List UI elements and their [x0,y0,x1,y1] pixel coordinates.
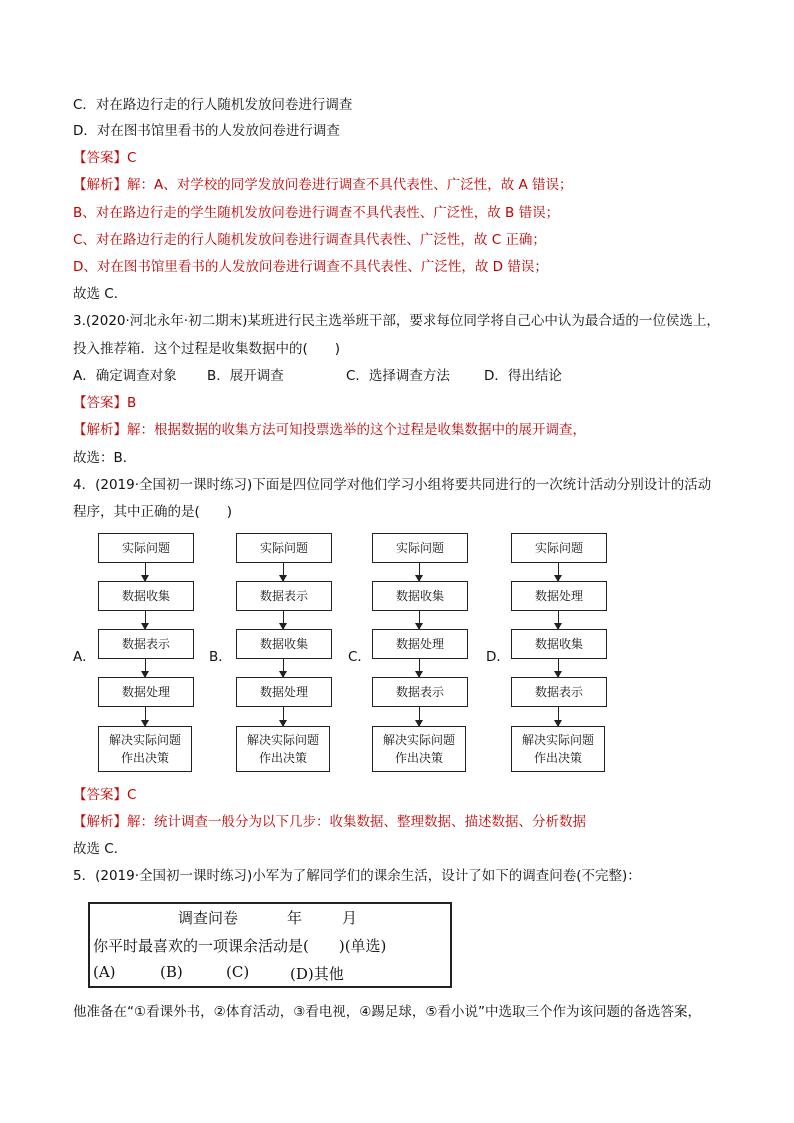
flow-step: 数据表示 [98,629,194,659]
down-arrow-icon [419,563,420,581]
flow-step: 数据表示 [511,677,607,707]
down-arrow-icon [283,659,284,677]
q3-options [73,367,562,385]
survey-choice: (B) [160,963,183,981]
flow-final-step [372,726,466,772]
flow-b-label: B． [209,649,232,665]
survey-month: 月 [342,909,358,927]
flow-step: 数据表示 [372,677,468,707]
q4-analysis: 【解析】解：统计调查一般分为以下几步：收集数据、整理数据、描述数据、分析数据 [73,814,586,830]
survey-choice: (C) [226,963,250,981]
q4-answer: 【答案】C [73,787,137,803]
flow-a-label: A． [73,649,96,665]
down-arrow-icon [419,611,420,629]
flow-step: 数据处理 [511,581,607,611]
down-arrow-icon [558,707,559,726]
survey-year: 年 [287,909,303,927]
q2-answer: 【答案】C [73,150,137,166]
down-arrow-icon [145,611,146,629]
flow-final-step [98,726,192,772]
q3-stem-line-2: 投入推荐箱．这个过程是收集数据中的( ) [73,341,341,357]
flow-step: 数据处理 [236,677,332,707]
q2-analysis-line: B、对在路边行走的学生随机发放问卷进行调查不具代表性、广泛性，故 B 错误； [73,205,560,221]
down-arrow-icon [283,611,284,629]
q3-analysis: 【解析】解：根据数据的收集方法可知投票选举的这个过程是收集数据中的展开调查， [73,422,586,438]
down-arrow-icon [419,707,420,726]
flow-final-step [511,726,605,772]
flow-step: 实际问题 [372,533,468,563]
down-arrow-icon [558,659,559,677]
down-arrow-icon [558,563,559,581]
survey-choice: (D)其他 [290,965,344,983]
flow-d-label: D． [486,649,510,665]
survey-box [88,902,452,988]
flow-final-line: 解决实际问题 [382,733,455,747]
q3-stem-line-1: 3.(2020·河北永年·初二期末)某班进行民主选举班干部，要求每位同学将自己心中认为最合适的一位侯选上， [73,313,720,329]
flow-final-line: 作出决策 [533,751,582,765]
q3-option-c: C．选择调查方法 [346,368,450,384]
q5-stem: 5．(2019·全国初一课时练习)小军为了解同学们的课余生活，设计了如下的调查问卷(不完整)： [73,868,641,884]
flow-final-line: 解决实际问题 [521,733,594,747]
q3-option-d: D．得出结论 [484,368,562,384]
flow-final-line: 作出决策 [394,751,443,765]
survey-title: 调查问卷 [178,909,239,927]
q4-conclusion: 故选 C． [73,841,128,857]
flow-step: 数据收集 [98,581,194,611]
survey-choice: (A) [93,963,116,981]
q4-stem-line-1: 4．(2019·全国初一课时练习)下面是四位同学对他们学习小组将要共同进行的一次统计活动分别设计的活动 [73,477,712,493]
flow-final-line: 作出决策 [120,751,169,765]
flow-step: 数据表示 [236,581,332,611]
flow-step: 数据收集 [372,581,468,611]
flow-final-step [236,726,330,772]
flow-step: 数据处理 [98,677,194,707]
q2-analysis-line: D、对在图书馆里看书的人发放问卷进行调查不具代表性、广泛性，故 D 错误； [73,259,548,275]
flow-step: 数据收集 [236,629,332,659]
flow-final-line: 解决实际问题 [108,733,181,747]
q4-stem-line-2: 程序，其中正确的是( ) [73,504,233,520]
flow-step: 数据收集 [511,629,607,659]
down-arrow-icon [283,563,284,581]
q3-option-a: A．确定调查对象 [73,368,177,384]
q3-conclusion: 故选：B． [73,450,137,466]
down-arrow-icon [283,707,284,726]
down-arrow-icon [145,563,146,581]
flow-step: 实际问题 [236,533,332,563]
flow-step: 实际问题 [98,533,194,563]
q2-option-d: D．对在图书馆里看书的人发放问卷进行调查 [73,123,340,139]
flow-final-line: 作出决策 [258,751,307,765]
flow-step: 实际问题 [511,533,607,563]
flow-step: 数据处理 [372,629,468,659]
survey-question: 你平时最喜欢的一项课余活动是( )(单选) [93,937,387,955]
q2-analysis-line: C、对在路边行走的行人随机发放问卷进行调查具代表性、广泛性，故 C 正确； [73,232,546,248]
q2-conclusion: 故选 C． [73,286,128,302]
q3-option-b: B．展开调查 [207,368,284,384]
q2-option-c: C．对在路边行走的行人随机发放问卷进行调查 [73,97,353,113]
down-arrow-icon [145,659,146,677]
flow-c-label: C． [348,649,371,665]
q2-analysis-line: 【解析】解：A、对学校的同学发放问卷进行调查不具代表性、广泛性，故 A 错误； [73,177,573,193]
down-arrow-icon [419,659,420,677]
q3-answer: 【答案】B [73,395,137,411]
down-arrow-icon [558,611,559,629]
q5-tail: 他准备在“①看课外书，②体育活动，③看电视，④踢足球，⑤看小说”中选取三个作为该问题的备选答案， [73,1004,701,1020]
flow-final-line: 解决实际问题 [246,733,319,747]
down-arrow-icon [145,707,146,726]
